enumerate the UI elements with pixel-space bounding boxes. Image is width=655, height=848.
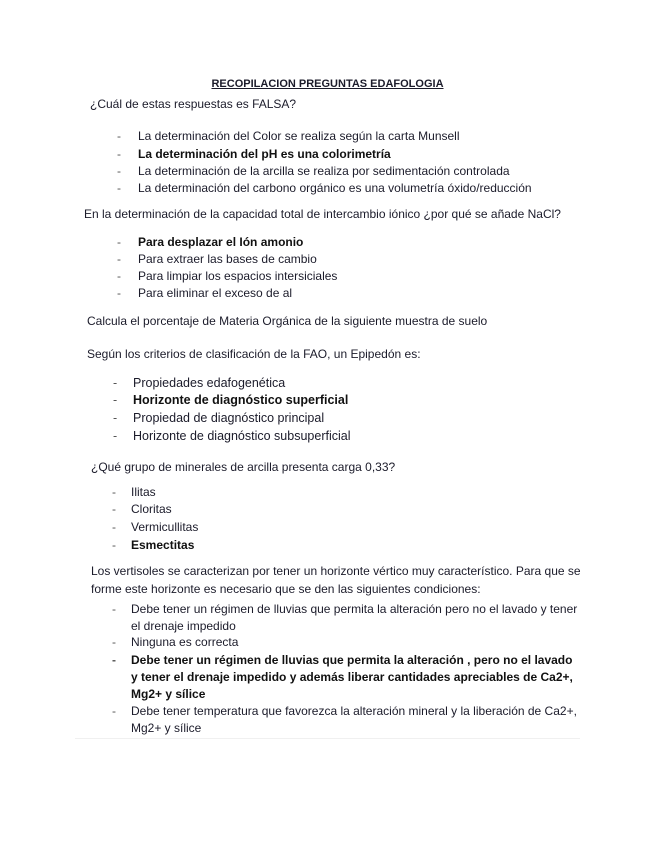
question-5: ¿Qué grupo de minerales de arcilla presenta carga 0,33? <box>91 460 396 474</box>
option <box>112 703 582 737</box>
option-text: Debe tener un régimen de lluvias que permita la alteración , pero no el lavado y tener el drenaje impedido y además liberar cantidades apreciables de Ca2+, Mg2+ y sílice <box>131 653 573 701</box>
dash: - <box>112 520 116 534</box>
question-6: Los vertisoles se caracterizan por tener un horizonte vértico muy característico. Para que se forme este horizonte es necesario que se den las siguientes condiciones: <box>91 564 581 596</box>
dash: - <box>117 286 121 300</box>
dash: - <box>112 502 116 516</box>
dash: - <box>117 129 121 143</box>
option-correct <box>112 652 582 703</box>
dash: - <box>113 393 118 407</box>
dash: - <box>117 235 121 249</box>
dash: - <box>112 635 116 649</box>
option-text: La determinación del carbono orgánico es una volumetría óxido/reducción <box>138 181 532 195</box>
dash: - <box>112 485 116 499</box>
option-text: Para desplazar el Ión amonio <box>138 235 304 249</box>
dash: - <box>112 602 116 616</box>
dash: - <box>117 164 121 178</box>
option-text: Horizonte de diagnóstico superficial <box>133 393 349 407</box>
option-text: Debe tener un régimen de lluvias que permita la alteración pero no el lavado y tener el drenaje impedido <box>131 602 578 633</box>
option-text: Vermicullitas <box>131 520 199 534</box>
option-text: Para extraer las bases de cambio <box>138 252 317 266</box>
option <box>112 634 582 651</box>
option-text: La determinación de la arcilla se realiza por sedimentación controlada <box>138 164 510 178</box>
option-text: Debe tener temperatura que favorezca la alteración mineral y la liberación de Ca2+, Mg2+ y sílice <box>131 704 577 735</box>
dash: - <box>117 181 121 195</box>
dash: - <box>112 704 116 718</box>
dash: - <box>112 538 116 552</box>
question-4: Según los criterios de clasificación de la FAO, un Epipedón es: <box>87 347 421 361</box>
option-text: La determinación del pH es una colorimetría <box>138 147 391 161</box>
document-title: RECOPILACION PREGUNTAS EDAFOLOGIA <box>211 78 444 90</box>
question-1: ¿Cuál de estas respuestas es FALSA? <box>90 97 297 111</box>
dash: - <box>117 252 121 266</box>
dash: - <box>117 269 121 283</box>
option-text: Horizonte de diagnóstico subsuperficial <box>133 429 351 443</box>
option <box>112 601 582 635</box>
divider <box>75 738 580 739</box>
option-text: Cloritas <box>131 502 172 516</box>
option-text: Ninguna es correcta <box>131 635 239 649</box>
option-text: Propiedades edafogenética <box>133 376 286 390</box>
question-3: Calcula el porcentaje de Materia Orgánica de la siguiente muestra de suelo <box>87 314 488 328</box>
option-text: Para limpiar los espacios intersiciales <box>138 269 338 283</box>
dash: - <box>112 653 116 667</box>
option-text: Para eliminar el exceso de al <box>138 286 293 300</box>
option-text: Propiedad de diagnóstico principal <box>133 411 325 425</box>
dash: - <box>113 411 118 425</box>
dash: - <box>113 376 118 390</box>
question-2: En la determinación de la capacidad total de intercambio iónico ¿por qué se añade NaCl? <box>84 207 561 221</box>
option-text: Ilitas <box>131 485 156 499</box>
dash: - <box>117 147 121 161</box>
option-text: La determinación del Color se realiza según la carta Munsell <box>138 129 460 143</box>
dash: - <box>113 429 118 443</box>
option-text: Esmectitas <box>131 538 195 552</box>
